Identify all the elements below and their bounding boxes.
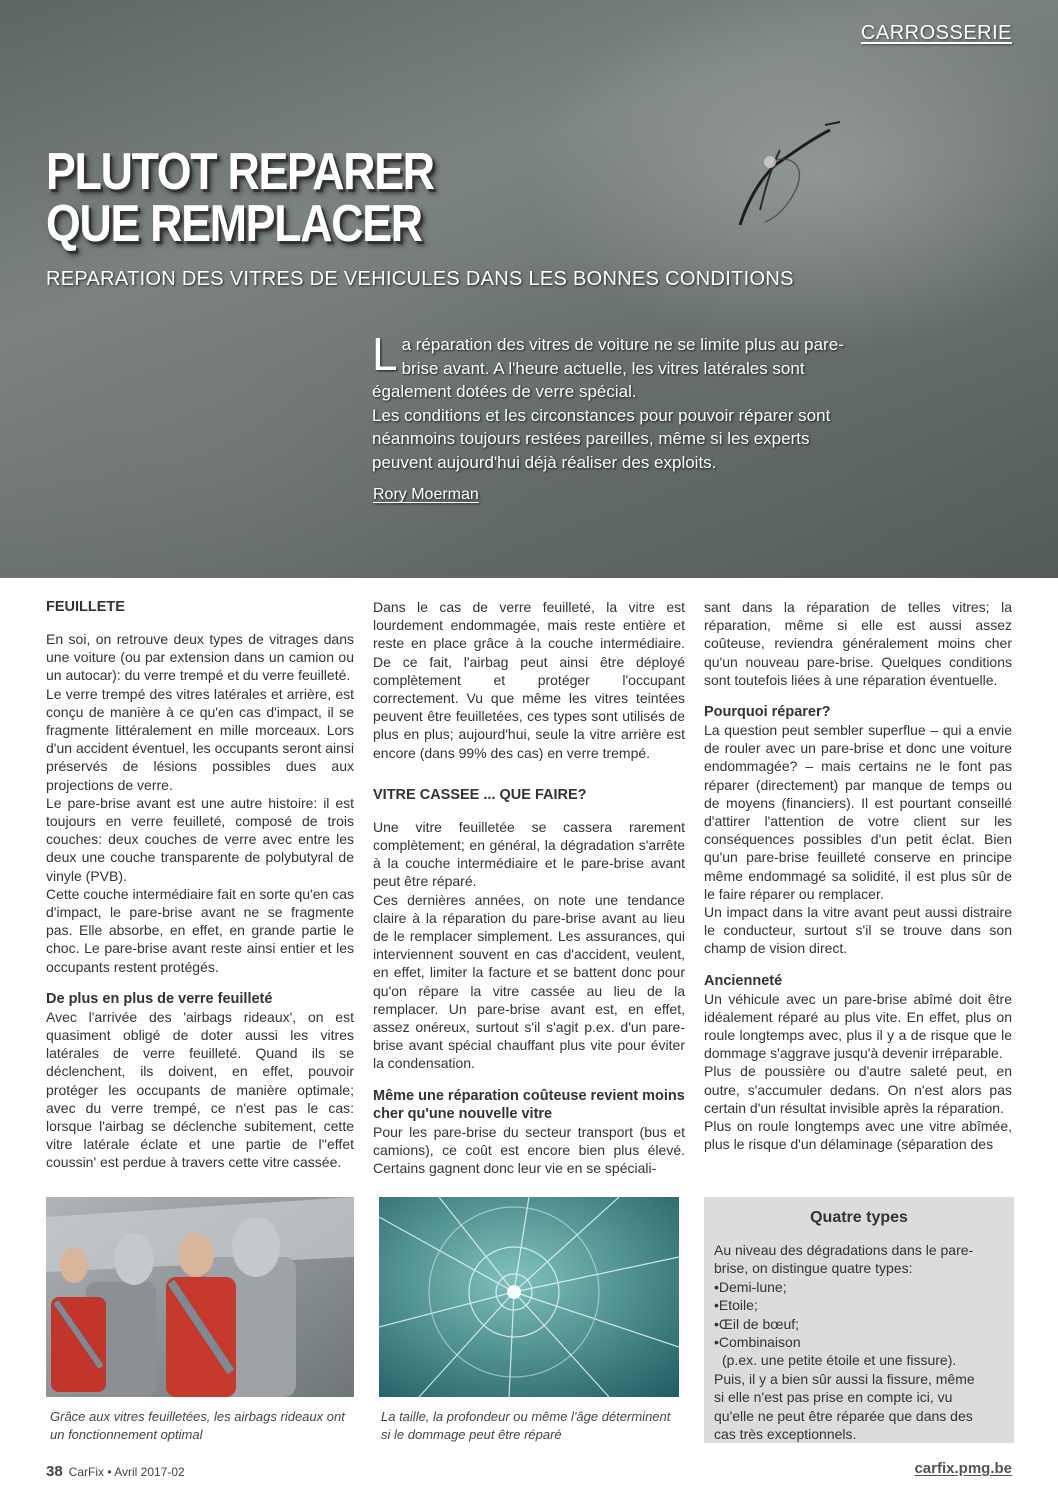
paragraph: Un impact dans la vitre avant peut aussi distraire le conducteur, surtout s'il se trouve dans son champ de vision direct. (704, 904, 1012, 957)
paragraph: Avec l'arrivée des 'airbags rideaux', on est quasiment obligé de doter aussi les vitres latérales de verre feuilleté. Quand ils se déclenchent, ils doivent, en effet, pouvoir protéger les occupants de manière optimale; avec du verre trempé, ce n'est pas le cas: lorsque l'airbag se déclenche subitement, cette vitre latérale éclate et une partie de l''effet coussin' est perdue à travers cette vitre cassée. (46, 1008, 354, 1171)
section-tag: CARROSSERIE (860, 22, 1012, 44)
heading-anciennete: Ancienneté (704, 972, 783, 989)
heading-feuillete: FEUILLETE (46, 599, 125, 615)
paragraph: Un véhicule avec un pare-brise abîmé doit être idéalement réparé au plus vite. En effet, plus on roule longtemps avec, plus il y a de risque que le dommage s'aggrave jusqu'à devenir irréparable. (704, 990, 1012, 1062)
drop-cap: L (372, 328, 398, 380)
column-2 (373, 598, 685, 1177)
article-subtitle: REPARATION DES VITRES DE VEHICULES DANS LES BONNES CONDITIONS (46, 268, 794, 290)
heading-vitre-cassee: VITRE CASSEE ... QUE FAIRE? (373, 786, 587, 803)
paragraph: Plus de poussière ou d'autre saleté peut, en outre, s'accumuler dedans. On n'est alors pas certain d'un résultat invisible après la réparation. (704, 1063, 1012, 1116)
website-link[interactable]: carfix.pmg.be (914, 1460, 1012, 1477)
sidebar-title: Quatre types (810, 1209, 908, 1226)
heading-pourquoi-reparer: Pourquoi réparer? (704, 704, 831, 721)
lead-paragraph-2: Les conditions et les circonstances pour pouvoir réparer sont néanmoins toujours restées pareilles, même si les experts peuvent aujourd'hui déjà réaliser des exploits. (372, 405, 831, 472)
windshield-chip-graphic (720, 110, 860, 240)
broken-glass-photo (379, 1197, 679, 1397)
sidebar-body (714, 1241, 984, 1443)
list-item: • Œil de bœuf; (714, 1315, 984, 1333)
page-footer-info (46, 1463, 185, 1480)
title-line-2: QUE REMPLACER (46, 195, 422, 253)
shattered-glass-illustration (379, 1197, 679, 1397)
page-number: 38 (46, 1463, 63, 1480)
paragraph: Cette couche intermédiaire fait en sorte qu'en cas d'impact, le pare-brise avant ne se fragmente pas. Elle absorbe, en effet, en grande partie le choc. Le pare-brise avant reste ainsi entier et les occupants restent protégés. (46, 885, 354, 975)
column-1 (46, 598, 354, 1172)
paragraph: Dans le cas de verre feuilleté, la vitre est lourdement endommagée, mais reste entière et reste en place grâce à la couche intermédiaire. De ce fait, l'airbag peut ainsi être déployé complètement et protéger l'occupant correctement. Vu que même les vitres teintées peuvent être feuilletées, ces types sont utilisés de plus en plus; aujourd'hui, seule la vitre arrière est encore (dans 99% des cas) en verre trempé. (373, 599, 685, 761)
photo-caption-2: La taille, la profondeur ou même l'âge déterminent si le dommage peut être réparé (381, 1409, 671, 1442)
damage-type-list (714, 1278, 984, 1352)
article-lead (372, 328, 872, 474)
paragraph: sant dans la réparation de telles vitres; la réparation, même si elle est aussi assez coûteuse, reviendra généralement moins cher qu'un nouveau pare-brise. Quelques conditions sont toutefois liées à une réparation éventuelle. (704, 599, 1012, 688)
paragraph: Pour les pare-brise du secteur transport (bus et camions), ce coût est encore bien plus élevé. Certains gagnent donc leur vie en se spéciali- (373, 1123, 685, 1177)
sidebar-box-quatre-types (704, 1197, 1014, 1443)
sidebar-intro: Au niveau des dégradations dans le pare-brise, on distingue quatre types: (714, 1242, 974, 1277)
lead-paragraph-1: a réparation des vitres de voiture ne se limite plus au pare-brise avant. A l'heure actuelle, les vitres latérales sont également dotées de verre spécial. (372, 335, 844, 401)
heading-reparation-couteuse: Même une réparation coûteuse revient moins cher qu'une nouvelle vitre (373, 1087, 685, 1122)
crash-test-illustration (46, 1197, 354, 1397)
heading-plus-feuillete: De plus en plus de verre feuilleté (46, 990, 273, 1007)
crash-test-dummies-photo (46, 1197, 354, 1397)
paragraph: La question peut sembler superflue – qui a envie de rouler avec un pare-brise et donc une voiture endommagée? – mais certains ne le font pas réparer (directement) par manque de temps ou de moyens (financiers). Il est pourtant conseillé d'attirer l'attention de votre client sur les conséquences possibles d'un petit éclat. Bien qu'un pare-brise feuilleté conserve en principe même endommagé sa solidité, il est plus sûr de le faire réparer ou remplacer. (704, 722, 1012, 902)
list-item-note: (p.ex. une petite étoile et une fissure). (722, 1352, 957, 1369)
article-title (46, 143, 434, 253)
title-line-1: PLUTOT REPARER (46, 143, 434, 201)
paragraph: Ces dernières années, on note une tendance claire à la réparation du pare-brise avant au lieu de le remplacer simplement. Les assurances, qui interviennent souvent en cas d'accident, veulent, en effet, limiter la facture et se battent donc pour qu'on répare la vitre cassée au lieu de la remplacer. Un pare-brise avant est, en effet, assez onéreux, surtout s'il s'agit p.ex. d'un pare-brise avant spécial chauffant plus vite pour éviter la condensation. (373, 891, 685, 1072)
photo-caption-1: Grâce aux vitres feuilletées, les airbags rideaux ont un fonctionnement optimal (50, 1409, 345, 1442)
paragraph: Le pare-brise avant est une autre histoire: il est toujours en verre feuilleté, composé de trois couches: deux couches de verre avec entre les deux une couche transparente de polybutyral de vinyle (PVB). (46, 794, 354, 884)
list-item: • Demi-lune; (714, 1278, 984, 1296)
sidebar-outro: Puis, il y a bien sûr aussi la fissure, même si elle n'est pas prise en compte ici, vu qu'elle ne peut être réparée que dans des cas très exceptionnels. (714, 1370, 975, 1443)
paragraph: Plus on roule longtemps avec une vitre abîmée, plus le risque d'un délaminage (séparation des (704, 1118, 1012, 1153)
paragraph: Le verre trempé des vitres latérales et arrière, est conçu de manière à ce qu'en cas d'impact, il se fragmente littéralement en mille morceaux. Lors d'un accident éventuel, les occupants seront ainsi préservés de lésions possibles dues aux projections de verre. (46, 685, 354, 793)
author-byline: Rory Moerman (373, 486, 479, 503)
paragraph: Une vitre feuilletée se cassera rarement complètement; en général, la dégradation s'arrête à la couche intermédiaire et le pare-brise avant peut être réparé. (373, 818, 685, 890)
list-item: • Combinaison (714, 1333, 984, 1351)
list-item: • Etoile; (714, 1296, 984, 1314)
hero-banner (0, 0, 1058, 578)
magazine-issue: CarFix • Avril 2017-02 (68, 1465, 185, 1479)
column-3 (704, 598, 1012, 1153)
paragraph: En soi, on retrouve deux types de vitrages dans une voiture (ou par extension dans un camion ou un autocar): du verre trempé et du verre feuilleté. (46, 631, 354, 684)
